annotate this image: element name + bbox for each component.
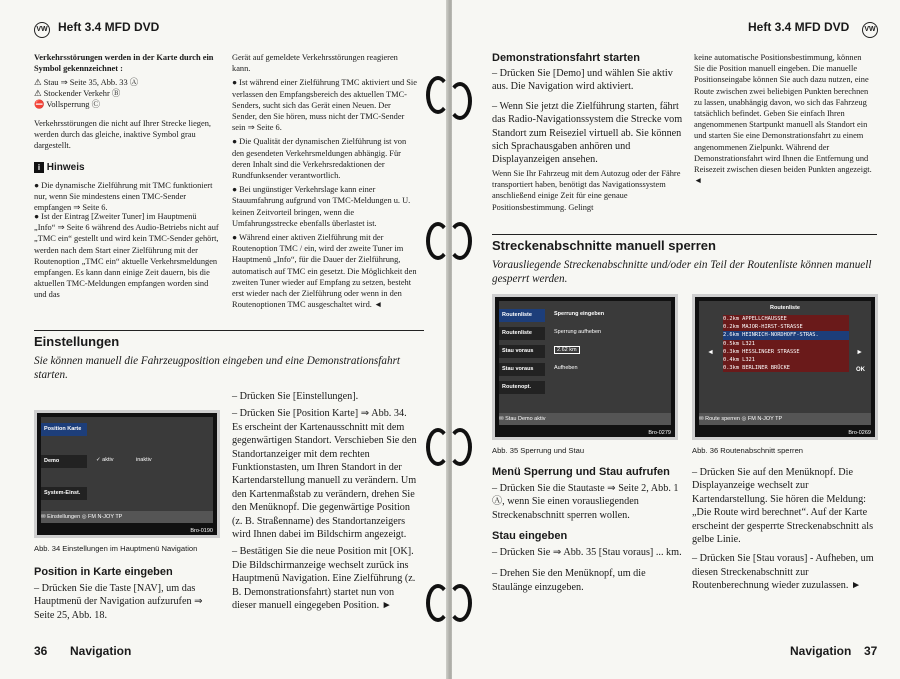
option-aufheben[interactable]: Aufheben — [554, 365, 578, 371]
left-col2-instructions: – Drücken Sie [Einstellungen]. – Drücken Sie [Position Karte] ⇒ Abb. 34. Es erscheint der Kartenausschnitt mit dem gegenwärtigen Standort. Verschieben Sie den Standortanzeiger mit dem rechten Funktionstasten, um Ihren Standort in der Kartendarstellung manuell zu verändern. Um den Kartenmaßstab zu verändern, drehen Sie den Menüknopf. Die gegenwärtige Position (z. B. Straßenname) des Standortanzeigers wird Ihnen dabei im Bildschirm angezeigt. – Bestätigen Sie die neue Position mit [OK]. Die Bildschirmanzeige wechselt zurück ins Hauptmenü Navigation. Eine Zielführung (z. B. Demonstrationsfahrt) startet nun von dieser manuell eingegeben Position. ► — [232, 391, 417, 612]
vw-logo-icon: VW — [34, 22, 50, 38]
demo-title: Demonstrationsfahrt starten — [492, 52, 640, 64]
vw-logo-left — [34, 18, 50, 38]
vw-logo-icon: VW — [862, 22, 878, 38]
demo-note: Wenn Sie Ihr Fahrzeug mit dem Autozug oder der Fähre transportiert haben, benötigt das Navigationssystem anschließend einige Zeit für eine genaue Positionsbestimmung. Gelingt — [492, 169, 681, 212]
right-col2: keine automatische Positionsbestimmung, können Sie die Position manuell eingeben. Die manuelle Positionseingabe können Sie auch dazu nutzen, eine Route zwischen zwei beliebigen Punkten berechnen zu lassen, unabhängig davon, wo sich das Fahrzeug tatsächlich befindet. Geben Sie einfach Ihren angenommenen Startpunkt manuell als Standort ein und starten Sie eine Demonstrationsfahrt zu einem angenommenen Zielpunkt. Während der Demonstrationsfahrt wird Ihnen die Entfernung und Reisezeit zwischen diesen beiden Punkten angezeigt. ◄ — [694, 53, 872, 186]
menu-position-karte[interactable]: Position Karte — [41, 423, 87, 436]
menu-stau-voraus[interactable]: Stau voraus — [499, 345, 545, 358]
binder-ring-icon — [454, 428, 476, 466]
route-list — [723, 315, 849, 372]
left-col2: Gerät auf gemeldete Verkehrsstörungen reagieren kann. ● Ist während einer Zielführung TMC aktiviert und Sie verlassen den Empfangsbereich des aktuellen TMC-Senders, sucht sich das Gerät einen Neuen. Der Sender, den Sie hören, muss nicht der TMC-Sender sein ⇒ Seite 6. ● Die Qualität der dynamischen Zielführung ist von den gesendeten Verkehrsmeldungen abhängig. Für deren Inhalt sind die Verkehrsredaktionen der Rundfunksender verantwortlich. ● Bei ungünstiger Verkehrslage kann einer Stauumfahrung aufgrund von TMC-Meldungen u. U. keinen Zeitvorteil bringen, wenn die Umfahrungsstrecke ebenfalls überlastet ist. ● Während einer aktiven Zielführung mit der Routenoption TMC / ein, wird der zweite Tuner im Hauptmenü „Info“, für die Dauer der Zielführung, automatisch auf TMC ein gesetzt. Die Möglichkeit den zweiten Tuner wieder auf Empfang zu setzen, besteht erst wieder nach der Zielführung oder wenn in den Routenoptionen TMC ausgeschaltet wird. ◄ — [232, 53, 417, 310]
menu-routenliste-2[interactable]: Routenliste — [499, 327, 545, 340]
caption-35: Abb. 35 Sperrung und Stau — [492, 446, 585, 455]
page-number-left: 36 — [34, 644, 48, 658]
route-item[interactable]: 0.4km L321 — [723, 356, 849, 364]
option-sperrung-eingeben[interactable]: Sperrung eingeben — [554, 311, 605, 317]
status-bar: ✉ Einstellungen ◎ FM N-JOY TP — [41, 511, 213, 523]
menu-text: – Drücken Sie die Stautaste ⇒ Seite 2, Abb. 1 Ⓐ, wenn Sie einen vorausliegenden Streckenabschnitt sperren wollen. — [492, 483, 679, 521]
ok-button[interactable]: OK — [856, 367, 865, 373]
status-bar: ✉ Stau Demo aktiv — [499, 413, 671, 425]
route-item[interactable]: 2.6km HEINRICH-NORDHOFF-STRAS. — [723, 331, 849, 339]
route-item[interactable]: 0.3km HESSLINGER STRASSE — [723, 348, 849, 356]
menu-system-einst[interactable]: System-Einst. — [41, 487, 87, 500]
figure-number: Bro-0279 — [648, 430, 671, 436]
screen-display — [41, 417, 213, 523]
option-sperrung-aufheben[interactable]: Sperrung aufheben — [554, 329, 602, 335]
menu-demo[interactable]: Demo — [41, 455, 87, 468]
right-col2-instructions: – Drücken Sie auf den Menüknopf. Die Displayanzeige wechselt zur Kartendarstellung. Sie hören die Meldung: „Die Route wird berechnet“. Auf der Karte erscheint der gesperrte Streckenabschnitt als gelbe Linie. – Drücken Sie [Stau voraus] - Aufheben, um diesen Streckenabschnitt zur Routenberechnung wieder zuzulassen. ► — [692, 467, 874, 592]
caption-34: Abb. 34 Einstellungen im Hauptmenü Navigation — [34, 544, 198, 553]
hinweis-heading: i Hinweis — [34, 162, 85, 173]
menu-routenopt[interactable]: Routenopt. — [499, 381, 545, 394]
stau-items: – Drücken Sie ⇒ Abb. 35 [Stau voraus] ... km. – Drehen Sie den Menüknopf, um die Staulänge einzugeben. — [492, 547, 682, 593]
position-title: Position in Karte eingeben — [34, 566, 173, 578]
screen-fig-34 — [34, 410, 220, 538]
position-text: – Drücken Sie die Taste [NAV], um das Hauptmenü der Navigation aufzurufen ⇒ Seite 25, Abb. 18. — [34, 583, 203, 621]
route-item[interactable]: 0.2km MAJOR-HIRST-STRASSE — [723, 323, 849, 331]
lead-einstellungen: Sie können manuell die Fahrzeugposition eingeben und eine Demonstrationsfahrt starten. — [34, 355, 401, 381]
binder-ring-icon — [454, 222, 476, 260]
para-grey: Verkehrsstörungen die nicht auf Ihrer Strecke liegen, werden durch das gleiche, inaktive Symbol grau dargestellt. — [34, 119, 211, 151]
status-bar: ✉ Route sperren ◎ FM N-JOY TP — [699, 413, 871, 425]
section-sperren: Streckenabschnitte manuell sperren — [492, 238, 716, 253]
vw-logo-right — [862, 18, 878, 38]
menu-title: Menü Sperrung und Stau aufrufen — [492, 466, 670, 478]
section-einstellungen: Einstellungen — [34, 334, 120, 349]
footer-left: Navigation — [70, 644, 132, 658]
route-item[interactable]: 0.3km BERLINER BRÜCKE — [723, 364, 849, 372]
symbol-stau: ⚠ Stau ⇒ Seite 35, Abb. 33 Ⓐ — [34, 78, 139, 87]
binder-ring-icon — [454, 82, 476, 120]
stau-title: Stau eingeben — [492, 530, 568, 542]
route-item[interactable]: 0.2km APPELLCHAUSSEE — [723, 315, 849, 323]
lead-sperren: Vorausliegende Streckenabschnitte und/oder ein Teil der Routenliste können manuell gesperrt werden. — [492, 259, 872, 285]
screen-fig-35 — [492, 294, 678, 440]
info-icon: i — [34, 162, 44, 173]
figure-number: Bro-0190 — [190, 528, 213, 534]
hinweis-item-1: ● Die dynamische Zielführung mit TMC funktioniert nur, wenn Sie mindestens einen TMC-Sender empfangen ⇒ Seite 6. — [34, 181, 213, 213]
figure-number: Bro-0269 — [848, 430, 871, 436]
symbol-stockend: ⚠ Stockender Verkehr Ⓑ — [34, 89, 121, 99]
section-rule — [492, 234, 877, 235]
route-item[interactable]: 0.5km L321 — [723, 340, 849, 348]
binder-ring-icon — [422, 428, 444, 466]
arrow-left-icon[interactable]: ◄ — [707, 349, 714, 356]
binder-ring-icon — [422, 584, 444, 622]
symbol-list — [34, 77, 219, 111]
caption-36: Abb. 36 Routenabschnitt sperren — [692, 446, 804, 455]
binder-ring-icon — [454, 584, 476, 622]
section-rule — [34, 330, 424, 331]
intro-bold: Verkehrsstörungen werden in der Karte durch ein Symbol gekennzeichnet : — [34, 53, 214, 74]
page-header: Heft 3.4 MFD DVD — [748, 20, 850, 34]
hinweis-item-2: ● Ist der Eintrag [Zweiter Tuner] im Hauptmenü „Info“ ⇒ Seite 6 während des Audio-Betriebs nicht auf „TMC ein“ gestellt und wird kein TMC-Sender gehört, werden nach dem Start einer Zielführung mit der Routenoption „TMC ein“ aktuelle Verkehrsmeldungen empfangen. Es kann dann einige Zeit dauern, bis die aktuellen TMC-Meldungen empfangen worden sind und das — [34, 212, 219, 300]
right-page — [452, 0, 900, 679]
demo-items: – Drücken Sie [Demo] und wählen Sie aktiv aus. Die Navigation wird aktiviert. – Wenn Sie jetzt die Zielführung starten, fährt das Radio-Navigationssystem die Strecke vom Standort zum Reiseziel virtuell ab. Sie können sich Sprachausgaben anhören und Displayanzeigen ansehen. — [492, 68, 683, 166]
screen-display — [699, 301, 871, 425]
page-number-right: 37 — [864, 644, 878, 658]
left-page — [0, 0, 448, 679]
routenliste-title: Routenliste — [770, 305, 800, 311]
binder-ring-icon — [422, 222, 444, 260]
demo-aktiv[interactable]: ✓ aktiv — [96, 457, 114, 463]
screen-fig-36 — [692, 294, 878, 440]
arrow-right-icon[interactable]: ► — [856, 349, 863, 356]
stau-length[interactable]: 2.62 km — [554, 346, 580, 354]
symbol-vollsperrung: ⛔ Vollsperrung Ⓒ — [34, 100, 100, 110]
page-header: Heft 3.4 MFD DVD — [58, 20, 160, 34]
menu-routenliste[interactable]: Routenliste — [499, 309, 545, 322]
footer-right: Navigation — [790, 644, 852, 658]
menu-stau-voraus-2[interactable]: Stau voraus — [499, 363, 545, 376]
screen-display — [499, 301, 671, 425]
binder-ring-icon — [422, 76, 444, 114]
demo-inaktiv[interactable]: inaktiv — [136, 457, 152, 463]
